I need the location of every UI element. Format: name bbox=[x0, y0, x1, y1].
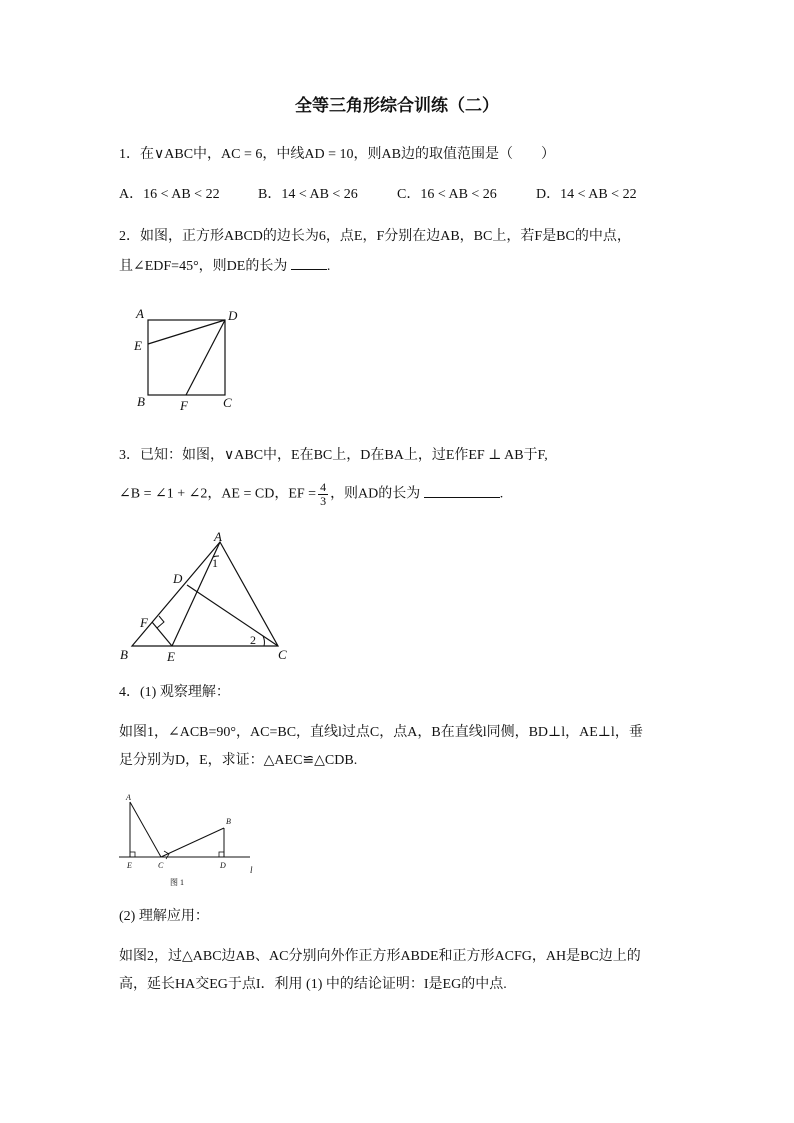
fig1-label-a: A bbox=[126, 793, 131, 802]
q2-label-f: F bbox=[180, 398, 188, 413]
q4-part2-line2: 高，延长HA交EG于点I．利用 (1) 中的结论证明：I是EG的中点. bbox=[119, 977, 507, 992]
q4-part2-heading: (2) 理解应用： bbox=[119, 909, 209, 924]
fig1-label-l: l bbox=[250, 865, 253, 875]
fig1-label-e: E bbox=[127, 861, 132, 870]
fig1-label-d: D bbox=[220, 861, 226, 870]
fig1-label-b: B bbox=[226, 817, 231, 826]
right-angle-e bbox=[130, 852, 135, 857]
segment-cb-fig1 bbox=[161, 828, 224, 857]
q3-label-b: B bbox=[120, 647, 128, 662]
q2-line2-text: 且∠EDF=45°，则DE的长为 bbox=[119, 259, 288, 274]
q2-line2-end: . bbox=[326, 259, 331, 274]
q3-label-f: F bbox=[140, 615, 148, 630]
q3-line2-b: ，则AD的长为 bbox=[330, 486, 421, 502]
fig1-label-c: C bbox=[158, 861, 164, 870]
q3-frac-num: 4 bbox=[320, 480, 327, 494]
q4-part1-line2: 足分别为D，E，求证：△AEC≌△CDB. bbox=[119, 753, 358, 768]
q3-label-angle1: 1 bbox=[212, 556, 218, 570]
q3-label-d: D bbox=[173, 571, 183, 586]
fig1-caption: 图 1 bbox=[170, 878, 184, 887]
right-angle-d bbox=[219, 852, 224, 857]
q1-option-c: C．16 < AB < 26 bbox=[397, 187, 497, 202]
q3-label-angle2: 2 bbox=[250, 633, 256, 647]
q4-part1-heading: 4．(1) 观察理解： bbox=[119, 685, 230, 700]
q1-option-d: D．14 < AB < 22 bbox=[536, 187, 637, 202]
q3-line2-a: ∠B = ∠1 + ∠2，AE = CD，EF = bbox=[119, 486, 317, 502]
q3-label-a: A bbox=[214, 529, 222, 544]
q2-label-d: D bbox=[228, 308, 238, 323]
q3-label-c: C bbox=[278, 647, 287, 662]
q1-stem: 1．在∨ABC中，AC = 6，中线AD = 10，则AB边的取值范围是（ ） bbox=[119, 147, 555, 162]
q3-line2-end: . bbox=[499, 486, 504, 502]
q2-line1: 2．如图，正方形ABCD的边长为6，点E，F分别在边AB，BC上，若F是BC的中点， bbox=[119, 229, 631, 244]
q1-option-b: B．14 < AB < 26 bbox=[258, 187, 358, 202]
q4-part1-line1: 如图1，∠ACB=90°，AC=BC，直线l过点C，点A，B在直线l同侧，BD⊥l，AE⊥l，垂 bbox=[119, 725, 643, 740]
q1-option-a: A．16 < AB < 22 bbox=[119, 187, 220, 202]
q3-frac-den: 3 bbox=[320, 494, 327, 508]
q2-label-c: C bbox=[223, 395, 232, 410]
q2-label-a: A bbox=[136, 306, 144, 321]
q2-label-b: B bbox=[137, 394, 145, 409]
page-title: 全等三角形综合训练（二） bbox=[295, 96, 499, 116]
q4-part2-line1: 如图2，过△ABC边AB、AC分别向外作正方形ABDE和正方形ACFG，AH是BC边上的 bbox=[119, 949, 641, 964]
segment-ac-fig1 bbox=[130, 802, 161, 857]
q3-label-e: E bbox=[167, 649, 175, 664]
q3-line1: 3．已知：如图，∨ABC中，E在BC上，D在BA上，过E作EF ⊥ AB于F, bbox=[119, 448, 548, 463]
q2-label-e: E bbox=[134, 338, 142, 353]
